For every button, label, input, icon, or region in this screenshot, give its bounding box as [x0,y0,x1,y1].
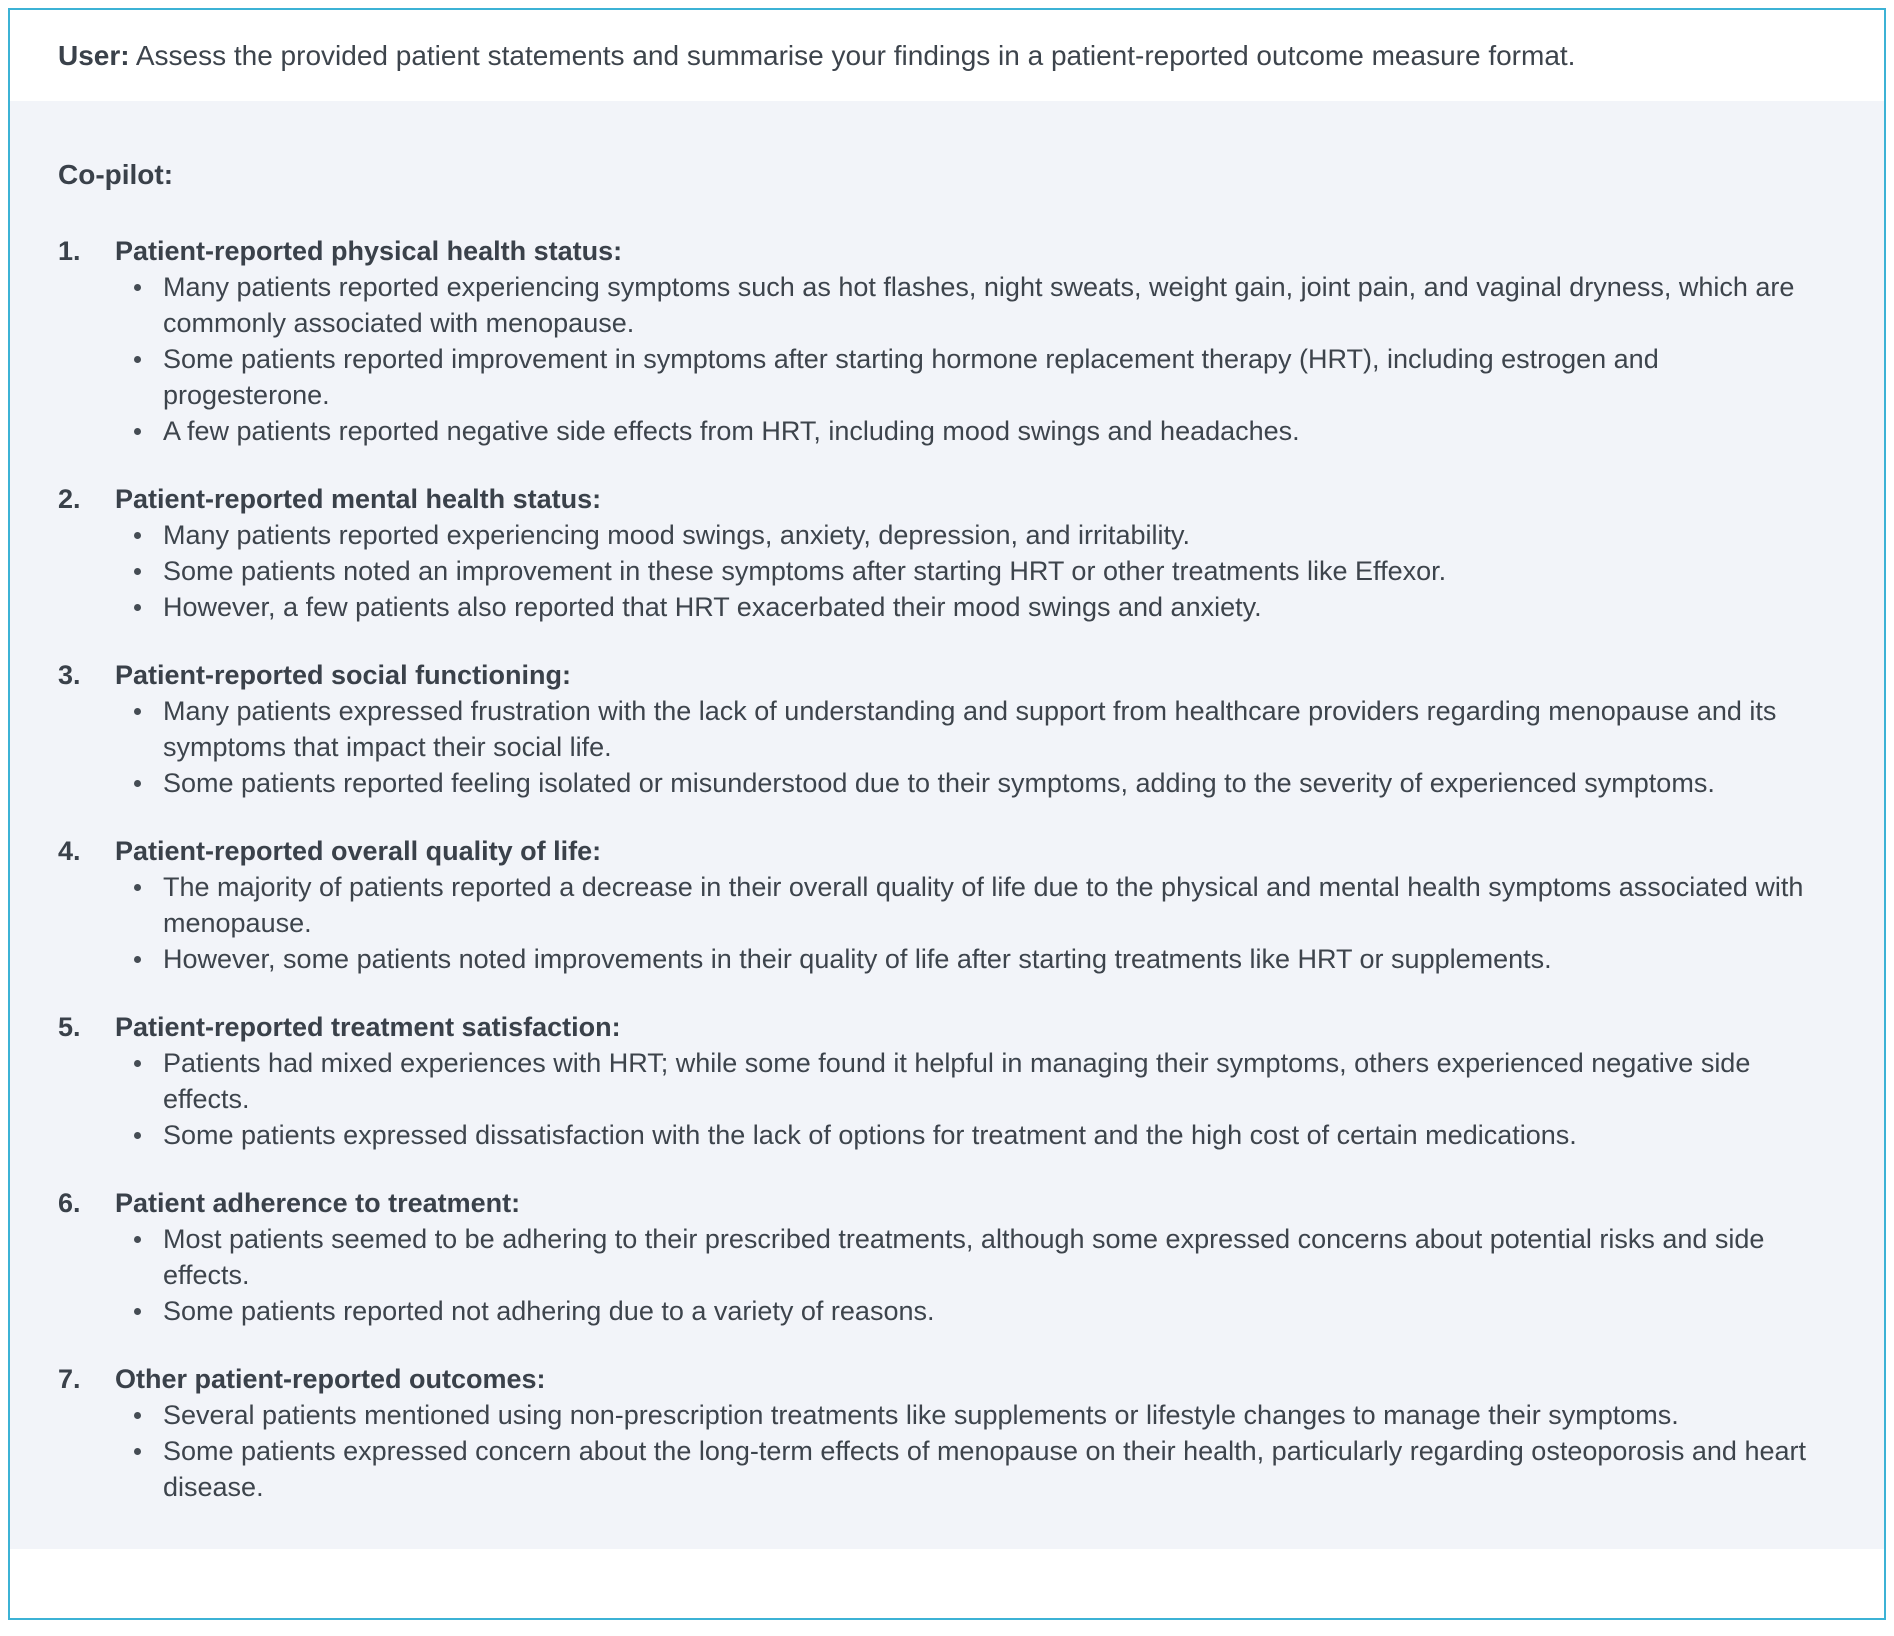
user-message-row [10,10,1884,101]
conversation-frame [8,8,1886,1620]
numbered-item [46,657,1814,801]
item-title: Patient-reported treatment satisfaction: [115,1012,621,1042]
item-number: 4. [58,836,81,866]
numbered-item [46,833,1814,977]
bullet-item [46,869,1814,941]
bullet-text: Most patients seemed to be adhering to their prescribed treatments, although some expressed concerns about potential risks and side effects. [163,1224,1765,1290]
copilot-response-panel [10,101,1884,1549]
item-heading [46,833,1814,869]
bullet-item [46,553,1814,589]
bullet-dot-icon [134,589,163,625]
bullet-text: Some patients reported not adhering due to a variety of reasons. [163,1296,935,1326]
bullet-item [46,1221,1814,1293]
bullet-text: Many patients expressed frustration with the lack of understanding and support from healthcare providers regarding menopause and its symptoms that impact their social life. [163,696,1777,762]
bullet-text: However, a few patients also reported that HRT exacerbated their mood swings and anxiety. [163,592,1262,622]
item-number: 1. [58,236,81,266]
bullet-dot-icon [134,1397,163,1433]
bullet-item [46,413,1814,449]
item-number: 5. [58,1012,81,1042]
bullet-dot-icon [134,269,163,341]
user-message-text: Assess the provided patient statements and summarise your findings in a patient-reported outcome measure format. [135,40,1576,71]
bullet-item [46,765,1814,801]
bullet-item [46,941,1814,977]
item-heading [46,1009,1814,1045]
bullet-dot-icon [134,1293,163,1329]
bullet-dot-icon [134,1433,163,1505]
bullet-item [46,1397,1814,1433]
outcome-list [46,233,1814,1505]
item-heading [46,657,1814,693]
copilot-label: Co-pilot: [58,159,174,190]
bullet-dot-icon [134,517,163,553]
item-title: Patient-reported mental health status: [115,484,602,514]
numbered-item [46,1185,1814,1329]
item-number: 7. [58,1364,81,1394]
numbered-item [46,1361,1814,1505]
item-title: Patient-reported social functioning: [115,660,572,690]
bullet-item [46,589,1814,625]
bullet-text: Many patients reported experiencing mood swings, anxiety, depression, and irritability. [163,520,1191,550]
item-title: Patient-reported physical health status: [115,236,623,266]
bullet-text: Some patients expressed concern about the long-term effects of menopause on their health, particularly regarding osteoporosis and heart disease. [163,1436,1806,1502]
bullet-item [46,1045,1814,1117]
bullet-item [46,1117,1814,1153]
bullet-text: Some patients noted an improvement in these symptoms after starting HRT or other treatments like Effexor. [163,556,1447,586]
bullet-dot-icon [134,941,163,977]
bullet-text: Some patients reported improvement in symptoms after starting hormone replacement therapy (HRT), including estrogen and progesterone. [163,344,1659,410]
bullet-dot-icon [134,1117,163,1153]
item-heading [46,1361,1814,1397]
bullet-text: Patients had mixed experiences with HRT; while some found it helpful in managing their symptoms, others experienced negative side effects. [163,1048,1751,1114]
bullet-dot-icon [134,413,163,449]
bullet-text: A few patients reported negative side effects from HRT, including mood swings and headaches. [163,416,1300,446]
bullet-text: Some patients reported feeling isolated or misunderstood due to their symptoms, adding to the severity of experienced symptoms. [163,768,1715,798]
bullet-dot-icon [134,553,163,589]
bullet-dot-icon [134,869,163,941]
bullet-item [46,269,1814,341]
bullet-dot-icon [134,1221,163,1293]
bullet-dot-icon [134,693,163,765]
bullet-text: Several patients mentioned using non-prescription treatments like supplements or lifestyle changes to manage their symptoms. [163,1400,1679,1430]
bullet-item [46,341,1814,413]
item-heading [46,481,1814,517]
bullet-item [46,1433,1814,1505]
numbered-item [46,233,1814,449]
item-number: 2. [58,484,81,514]
item-title: Other patient-reported outcomes: [115,1364,546,1394]
bullet-item [46,693,1814,765]
bullet-text: Some patients expressed dissatisfaction with the lack of options for treatment and the high cost of certain medications. [163,1120,1577,1150]
item-title: Patient-reported overall quality of life: [115,836,602,866]
bullet-item [46,517,1814,553]
item-heading [46,233,1814,269]
bullet-dot-icon [134,1045,163,1117]
item-title: Patient adherence to treatment: [115,1188,521,1218]
numbered-item [46,481,1814,625]
bullet-text: The majority of patients reported a decrease in their overall quality of life due to the physical and mental health symptoms associated with menopause. [163,872,1804,938]
item-number: 6. [58,1188,81,1218]
bullet-text: Many patients reported experiencing symptoms such as hot flashes, night sweats, weight gain, joint pain, and vaginal dryness, which are commonly associated with menopause. [163,272,1795,338]
item-number: 3. [58,660,81,690]
bullet-item [46,1293,1814,1329]
numbered-item [46,1009,1814,1153]
bullet-dot-icon [134,341,163,413]
bullet-dot-icon [134,765,163,801]
bullet-text: However, some patients noted improvements in their quality of life after starting treatments like HRT or supplements. [163,944,1552,974]
user-label: User: [58,40,130,71]
item-heading [46,1185,1814,1221]
